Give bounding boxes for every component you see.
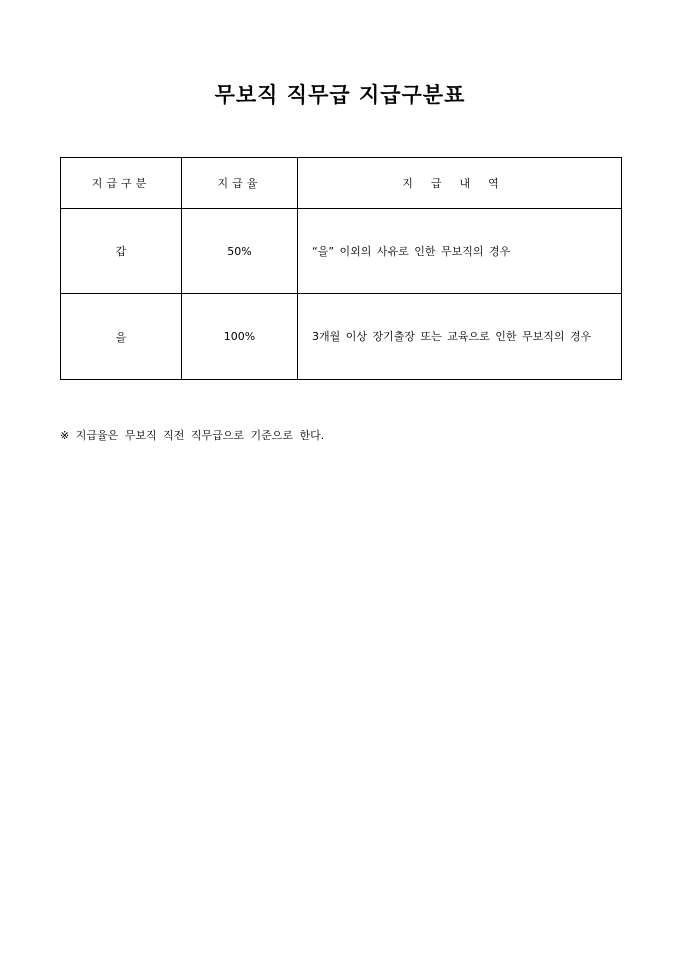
row-description: 3개월 이상 장기출장 또는 교육으로 인한 무보직의 경우 [298, 294, 622, 380]
header-rate: 지급율 [182, 158, 298, 209]
document-title: 무보직 직무급 지급구분표 [214, 82, 466, 107]
table-row [61, 294, 622, 380]
header-category: 지급구분 [61, 158, 182, 209]
row-rate: 100% [182, 294, 298, 380]
row-category: 갑 [61, 209, 182, 294]
row-description: “을” 이외의 사유로 인한 무보직의 경우 [298, 209, 622, 294]
pay-classification-table [60, 157, 622, 380]
row-rate: 50% [182, 209, 298, 294]
table-header-row [61, 158, 622, 209]
table-row [61, 209, 622, 294]
row-category: 을 [61, 294, 182, 380]
footnote: ※ 지급율은 무보직 직전 직무급으로 기준으로 한다. [60, 429, 325, 442]
header-description: 지급내역 [298, 158, 622, 209]
